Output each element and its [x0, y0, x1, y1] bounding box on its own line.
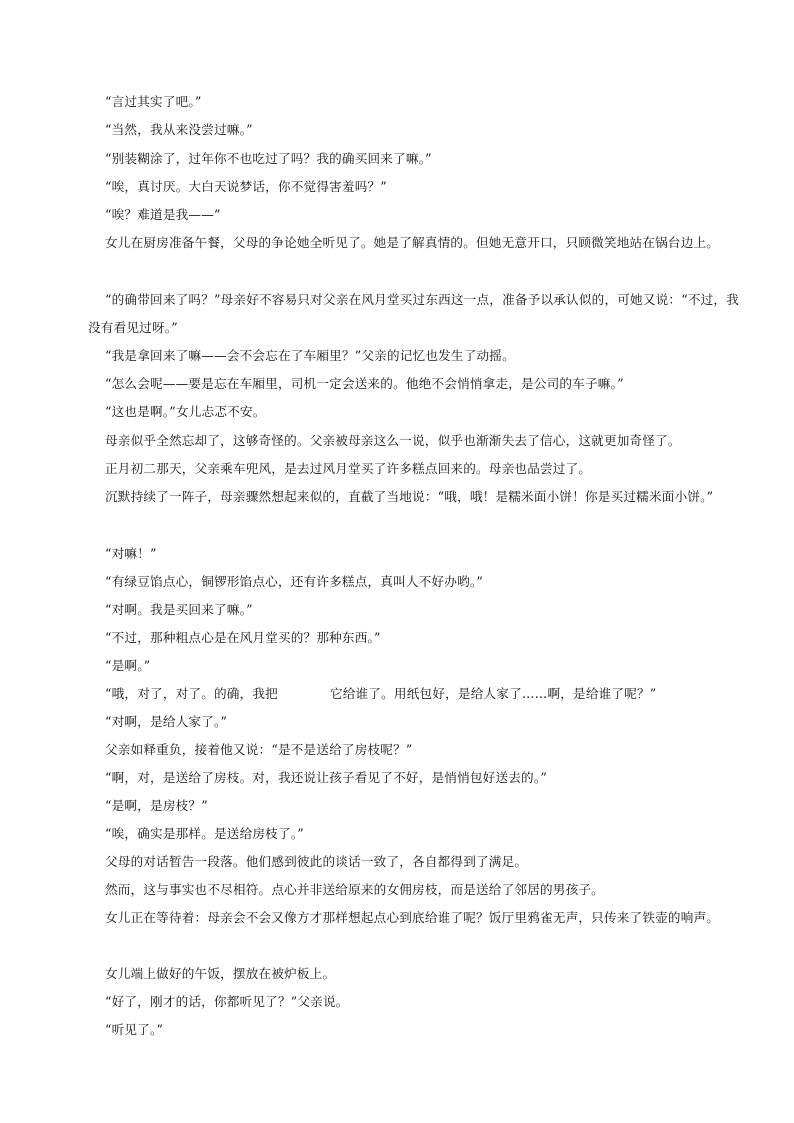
paragraph: 沉默持续了一阵子，母亲骤然想起来似的，直截了当地说：“哦，哦！是糯米面小饼！你是买过糯米面小饼。” — [105, 489, 714, 504]
paragraph: “我是拿回来了嘛——会不会忘在了车厢里？”父亲的记忆也发生了动摇。 — [105, 348, 515, 363]
paragraph: “是啊。” — [105, 658, 151, 673]
paragraph: 女儿正在等待着：母亲会不会又像方才那样想起点心到底给谁了呢？饭厅里鸦雀无声，只传来了铁壶的响声。 — [105, 910, 720, 925]
paragraph: 正月初二那天，父亲乘车兜风，是去过风月堂买了许多糕点回来的。母亲也品尝过了。 — [105, 461, 592, 476]
paragraph: “对啊。我是买回来了嘛。” — [105, 602, 253, 617]
paragraph: “当然，我从来没尝过嘛。” — [105, 122, 253, 137]
paragraph: “对嘛！” — [105, 546, 157, 561]
paragraph: “这也是啊。”女儿忐忑不安。 — [105, 404, 266, 419]
paragraph: “啊，对，是送给了房枝。对，我还说让孩子看见了不好，是悄悄包好送去的。” — [105, 770, 547, 785]
paragraph: “唉？难道是我——” — [105, 207, 221, 222]
paragraph: 女儿在厨房准备午餐，父母的争论她全听见了。她是了解真情的。但她无意开口，只顾微笑地站在锅台边上。 — [105, 235, 720, 250]
paragraph: 女儿端上做好的午饭，摆放在被炉板上。 — [105, 966, 336, 981]
paragraph: “对啊，是给人家了。” — [105, 714, 228, 729]
paragraph: “有绿豆馅点心，铜锣形馅点心，还有许多糕点，真叫人不好办哟。” — [105, 574, 483, 589]
paragraph: 母亲似乎全然忘却了，这够奇怪的。父亲被母亲这么一说，似乎也渐渐失去了信心，这就更加奇怪了。 — [105, 433, 681, 448]
paragraph: “言过其实了吧。” — [105, 94, 202, 109]
paragraph: “听见了。” — [105, 1022, 164, 1037]
paragraph-with-gap — [105, 680, 755, 708]
paragraph: 然而，这与事实也不尽相符。点心并非送给原来的女佣房枝，而是送给了邻居的男孩子。 — [105, 882, 604, 897]
paragraph: “唉，确实是那样。是送给房枝了。” — [105, 826, 304, 841]
paragraph: “不过，那种粗点心是在风月堂买的？那种东西。” — [105, 630, 381, 645]
paragraph: “好了，刚才的话，你都听见了？”父亲说。 — [105, 994, 349, 1009]
paragraph-part: 它给谁了。用纸包好，是给人家了……啊，是给谁了呢？” — [329, 686, 657, 701]
paragraph: “怎么会呢——要是忘在车厢里，司机一定会送来的。他绝不会悄悄拿走，是公司的车子嘛。” — [105, 376, 624, 391]
paragraph: “别装糊涂了，过年你不也吃过了吗？我的确买回来了嘛。” — [105, 151, 432, 166]
paragraph: 父亲如释重负，接着他又说：“是不是送给了房枝呢？” — [105, 742, 413, 757]
paragraph: “是啊，是房枝？” — [105, 798, 208, 813]
paragraph: “的确带回来了吗？”母亲好不容易只对父亲在风月堂买过东西这一点，准备予以承认似的，可她又说：“不过，我没有看见过呀。” — [88, 292, 740, 335]
paragraph: 父母的对话暂告一段落。他们感到彼此的谈话一致了，各自都得到了满足。 — [105, 854, 528, 869]
paragraph-part: “哦，对了，对了。的确，我把 — [105, 686, 278, 701]
paragraph: “唉，真讨厌。大白天说梦话，你不觉得害羞吗？” — [105, 179, 387, 194]
